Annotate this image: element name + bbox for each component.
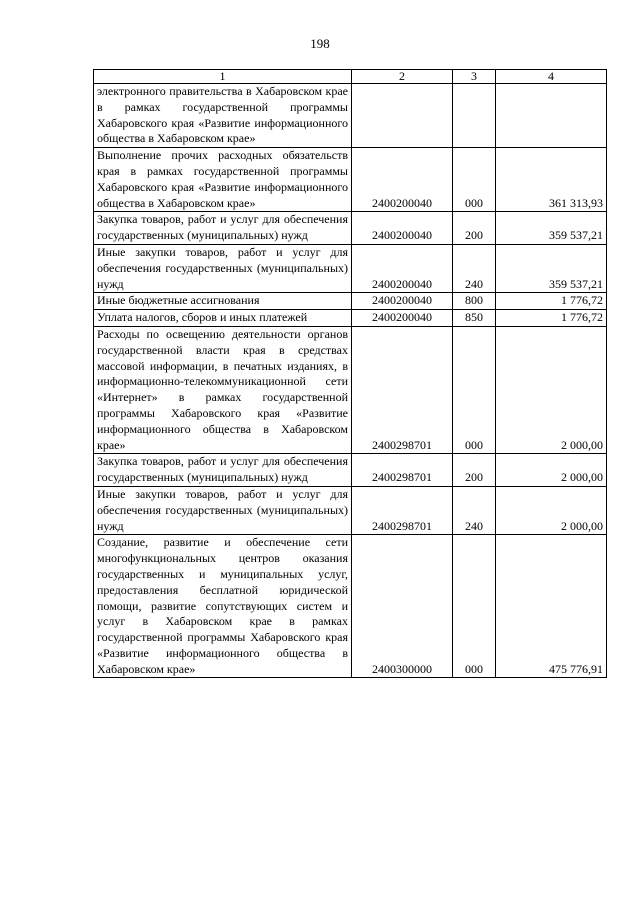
page-number: 198 xyxy=(310,36,330,51)
row-name: Создание, развитие и обеспечение сети многофункциональных центров оказания государственных и муниципальных услуг, предоставления бесплатной юридической помощи, развитие сопутствующих систем и услуг в Хабаровском крае в рамках государственной программы Хабаровского края «Развитие информационного общества в Хабаровском крае» xyxy=(94,535,352,678)
row-name: Уплата налогов, сборов и иных платежей xyxy=(94,310,352,327)
row-code: 2400200040 xyxy=(352,212,453,245)
row-code: 2400200040 xyxy=(352,148,453,212)
table-row xyxy=(94,454,607,487)
table-row xyxy=(94,293,607,310)
row-amount: 2 000,00 xyxy=(496,454,607,487)
table-row xyxy=(94,84,607,148)
row-code: 2400298701 xyxy=(352,326,453,453)
row-expense-type: 800 xyxy=(453,293,496,310)
row-code: 2400200040 xyxy=(352,244,453,292)
row-name: Закупка товаров, работ и услуг для обеспечения государственных (муниципальных) нужд xyxy=(94,454,352,487)
row-code xyxy=(352,84,453,148)
row-expense-type: 850 xyxy=(453,310,496,327)
row-name: Иные бюджетные ассигнования xyxy=(94,293,352,310)
row-name: Закупка товаров, работ и услуг для обеспечения государственных (муниципальных) нужд xyxy=(94,212,352,245)
row-code: 2400298701 xyxy=(352,454,453,487)
row-name: электронного правительства в Хабаровском крае в рамках государственной программы Хабаровского края «Развитие информационного общества в Хабаровском крае» xyxy=(94,84,352,148)
row-code: 2400300000 xyxy=(352,535,453,678)
row-expense-type xyxy=(453,84,496,148)
row-expense-type: 000 xyxy=(453,535,496,678)
row-expense-type: 240 xyxy=(453,244,496,292)
row-amount: 2 000,00 xyxy=(496,486,607,534)
row-amount: 361 313,93 xyxy=(496,148,607,212)
table-row xyxy=(94,148,607,212)
row-amount: 2 000,00 xyxy=(496,326,607,453)
table-row xyxy=(94,535,607,678)
table-row xyxy=(94,212,607,245)
row-expense-type: 240 xyxy=(453,486,496,534)
row-amount: 475 776,91 xyxy=(496,535,607,678)
budget-table xyxy=(93,69,607,678)
row-amount: 359 537,21 xyxy=(496,212,607,245)
table-row xyxy=(94,310,607,327)
row-amount: 1 776,72 xyxy=(496,293,607,310)
header-col-2: 2 xyxy=(352,70,453,84)
row-name: Выполнение прочих расходных обязательств края в рамках государственной программы Хабаровского края «Развитие информационного общества в Хабаровском крае» xyxy=(94,148,352,212)
row-code: 2400200040 xyxy=(352,293,453,310)
row-name: Иные закупки товаров, работ и услуг для обеспечения государственных (муниципальных) нужд xyxy=(94,244,352,292)
header-col-3: 3 xyxy=(453,70,496,84)
header-col-1: 1 xyxy=(94,70,352,84)
row-name: Иные закупки товаров, работ и услуг для обеспечения государственных (муниципальных) нужд xyxy=(94,486,352,534)
row-expense-type: 200 xyxy=(453,454,496,487)
table-row xyxy=(94,326,607,453)
table-row xyxy=(94,244,607,292)
table-row xyxy=(94,486,607,534)
row-name: Расходы по освещению деятельности органов государственной власти края в средствах массовой информации, в печатных изданиях, в информационно-телекоммуникационной сети «Интернет» в рамках государственной программы Хабаровского края «Развитие информационного общества в Хабаровском крае» xyxy=(94,326,352,453)
row-amount xyxy=(496,84,607,148)
header-row xyxy=(94,70,607,84)
row-amount: 359 537,21 xyxy=(496,244,607,292)
row-code: 2400298701 xyxy=(352,486,453,534)
row-expense-type: 000 xyxy=(453,148,496,212)
row-expense-type: 200 xyxy=(453,212,496,245)
row-code: 2400200040 xyxy=(352,310,453,327)
header-col-4: 4 xyxy=(496,70,607,84)
row-expense-type: 000 xyxy=(453,326,496,453)
row-amount: 1 776,72 xyxy=(496,310,607,327)
